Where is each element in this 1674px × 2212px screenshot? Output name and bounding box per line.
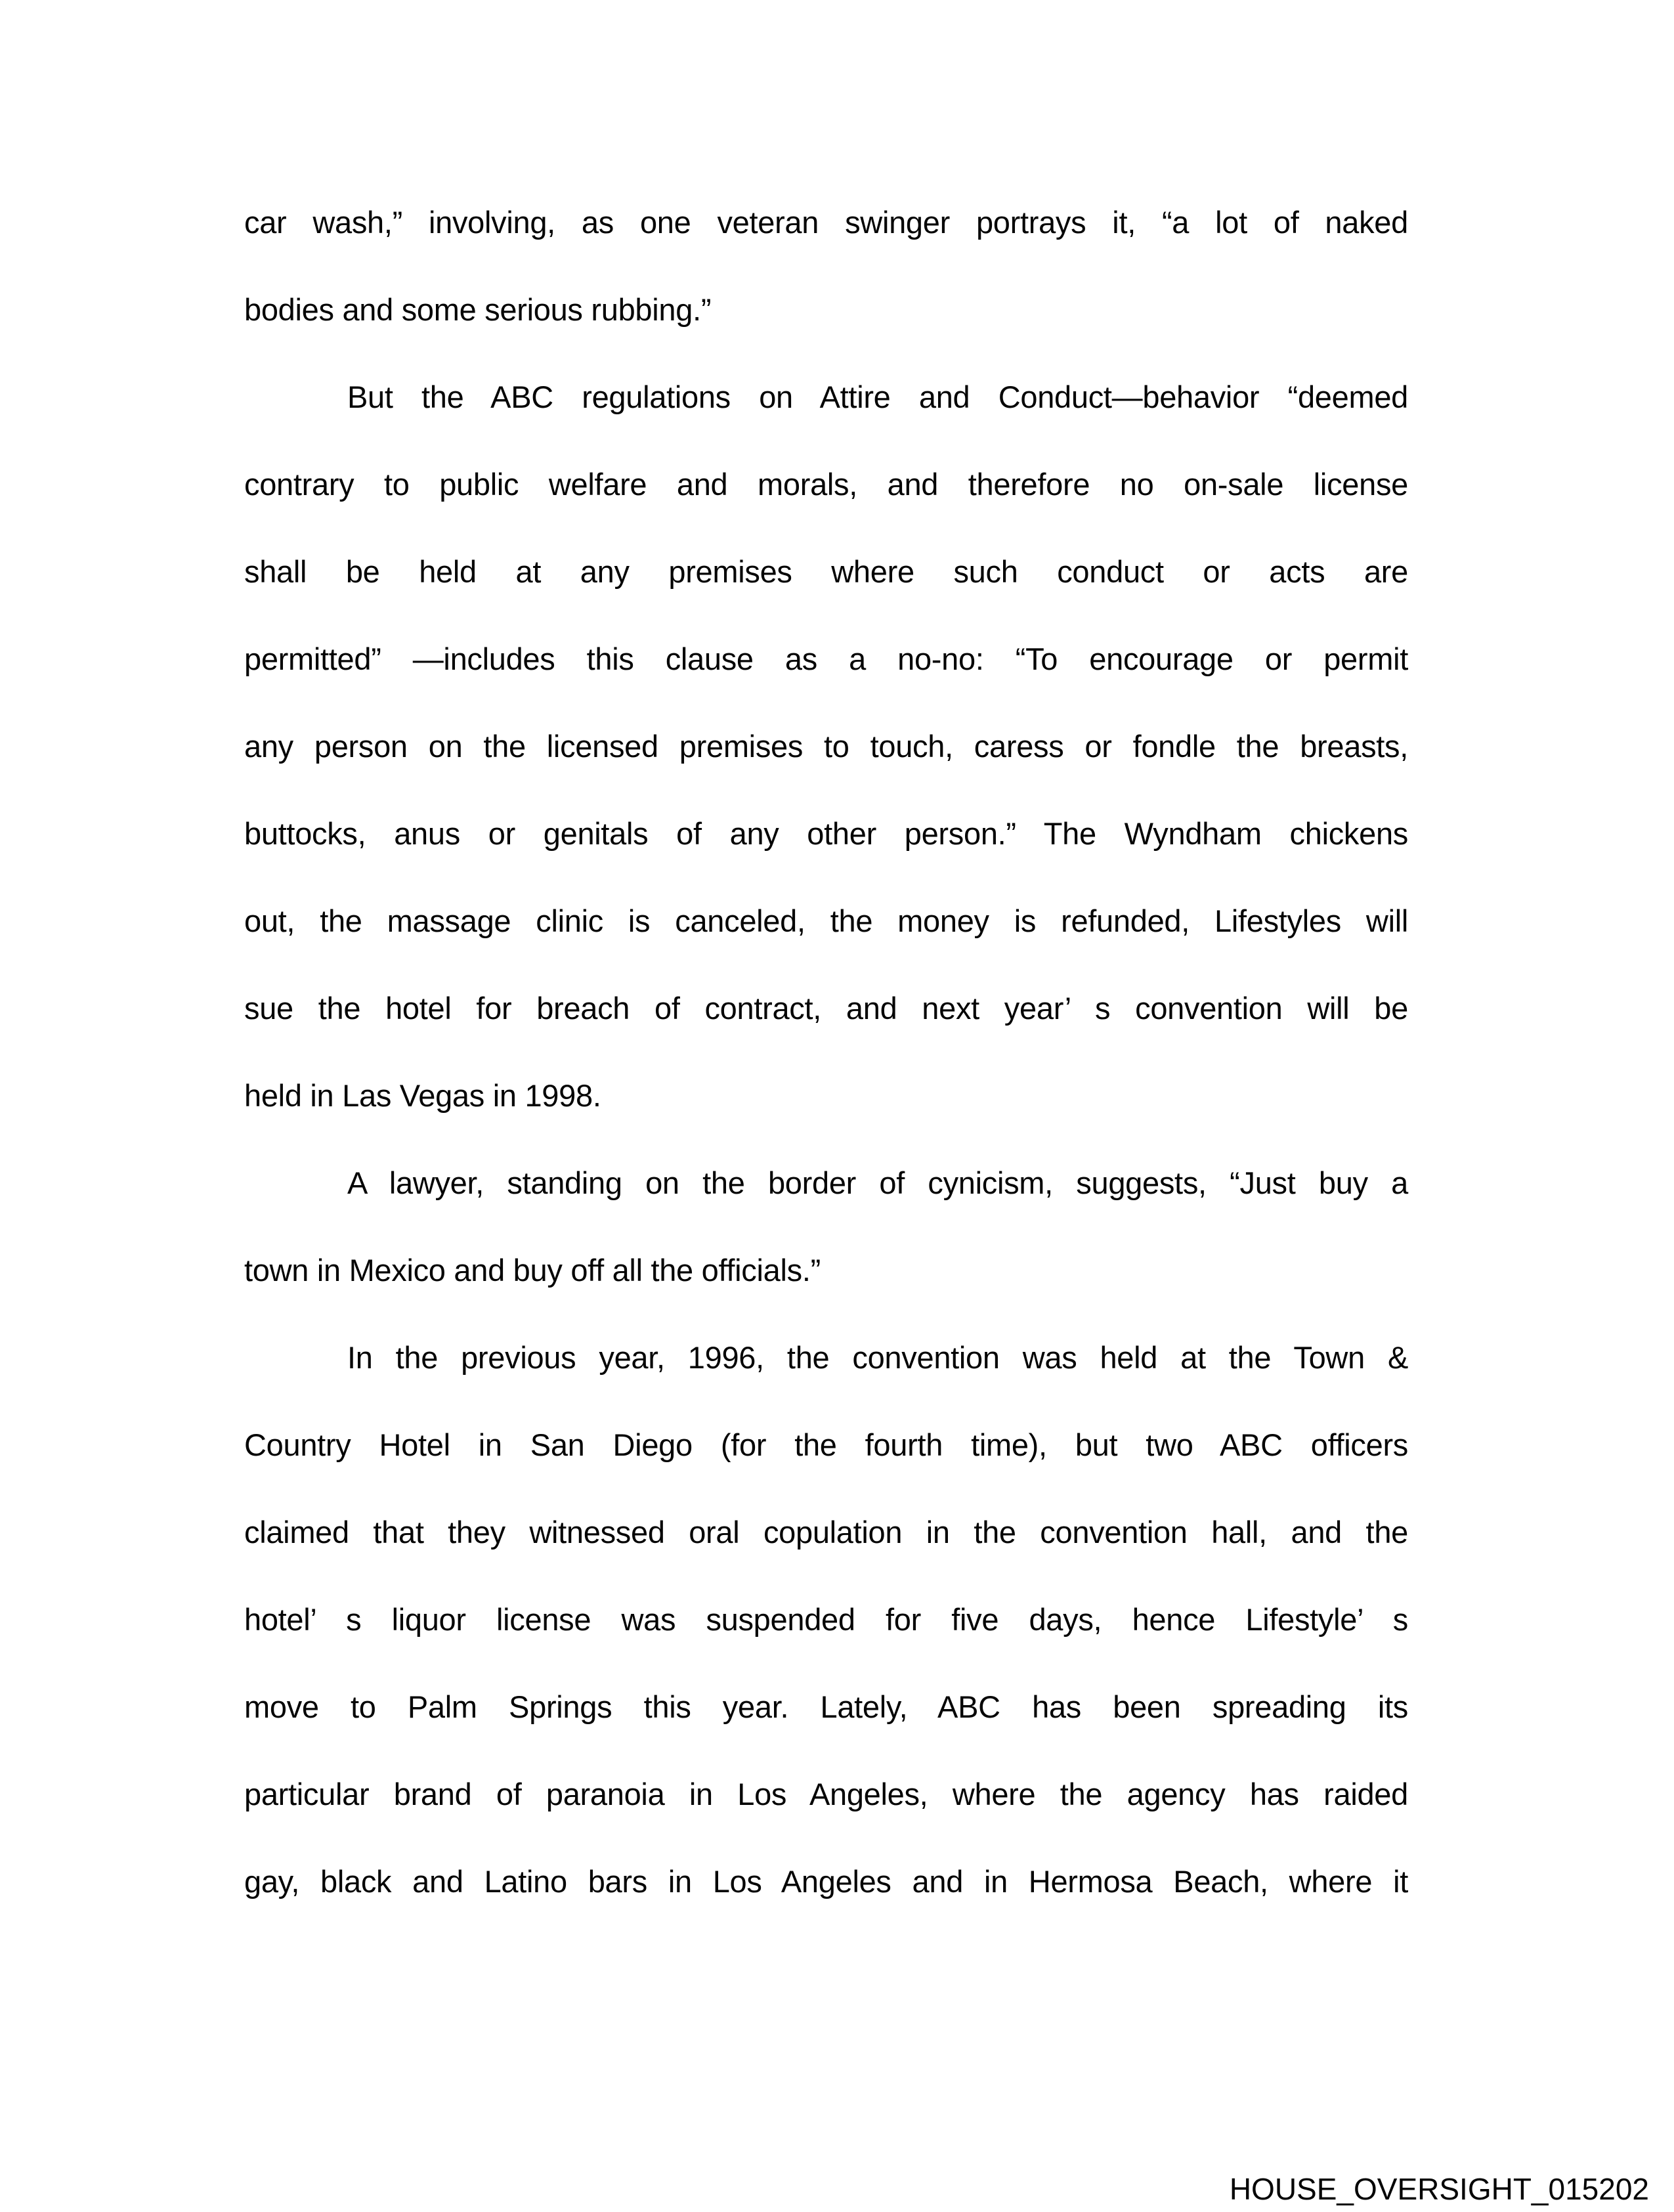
text-line: particular brand of paranoia in Los Angeles, where the agency has raided (244, 1777, 1408, 1811)
text-line: any person on the licensed premises to touch, caress or fondle the breasts, (244, 729, 1408, 764)
paragraph (244, 353, 1408, 1139)
text-line: sue the hotel for breach of contract, and next year’ s convention will be (244, 991, 1408, 1026)
text-line: hotel’ s liquor license was suspended for five days, hence Lifestyle’ s (244, 1602, 1408, 1637)
text-line: But the ABC regulations on Attire and Conduct—behavior “deemed (347, 380, 1408, 414)
text-line: gay, black and Latino bars in Los Angeles and in Hermosa Beach, where it (244, 1864, 1408, 1899)
text-line: out, the massage clinic is canceled, the money is refunded, Lifestyles will (244, 903, 1408, 938)
body-text (244, 179, 1408, 1925)
paragraph (244, 179, 1408, 353)
text-line: town in Mexico and buy off all the officials.” (244, 1253, 821, 1288)
bates-number: HOUSE_OVERSIGHT_015202 (1229, 2172, 1649, 2206)
text-line: car wash,” involving, as one veteran swinger portrays it, “a lot of naked (244, 205, 1408, 240)
text-line: In the previous year, 1996, the convention was held at the Town & (347, 1340, 1408, 1375)
text-line: permitted” —includes this clause as a no-no: “To encourage or permit (244, 641, 1408, 676)
paragraph (244, 1139, 1408, 1314)
text-line: contrary to public welfare and morals, and therefore no on-sale license (244, 467, 1408, 502)
text-line: held in Las Vegas in 1998. (244, 1078, 601, 1113)
text-line: Country Hotel in San Diego (for the fourth time), but two ABC officers (244, 1427, 1408, 1462)
text-line: shall be held at any premises where such conduct or acts are (244, 554, 1408, 589)
text-line: buttocks, anus or genitals of any other person.” The Wyndham chickens (244, 816, 1408, 851)
paragraph (244, 1314, 1408, 1925)
text-line: A lawyer, standing on the border of cynicism, suggests, “Just buy a (347, 1165, 1408, 1200)
text-line: bodies and some serious rubbing.” (244, 292, 712, 327)
text-line: claimed that they witnessed oral copulation in the convention hall, and the (244, 1515, 1408, 1550)
text-line: move to Palm Springs this year. Lately, ABC has been spreading its (244, 1689, 1408, 1724)
